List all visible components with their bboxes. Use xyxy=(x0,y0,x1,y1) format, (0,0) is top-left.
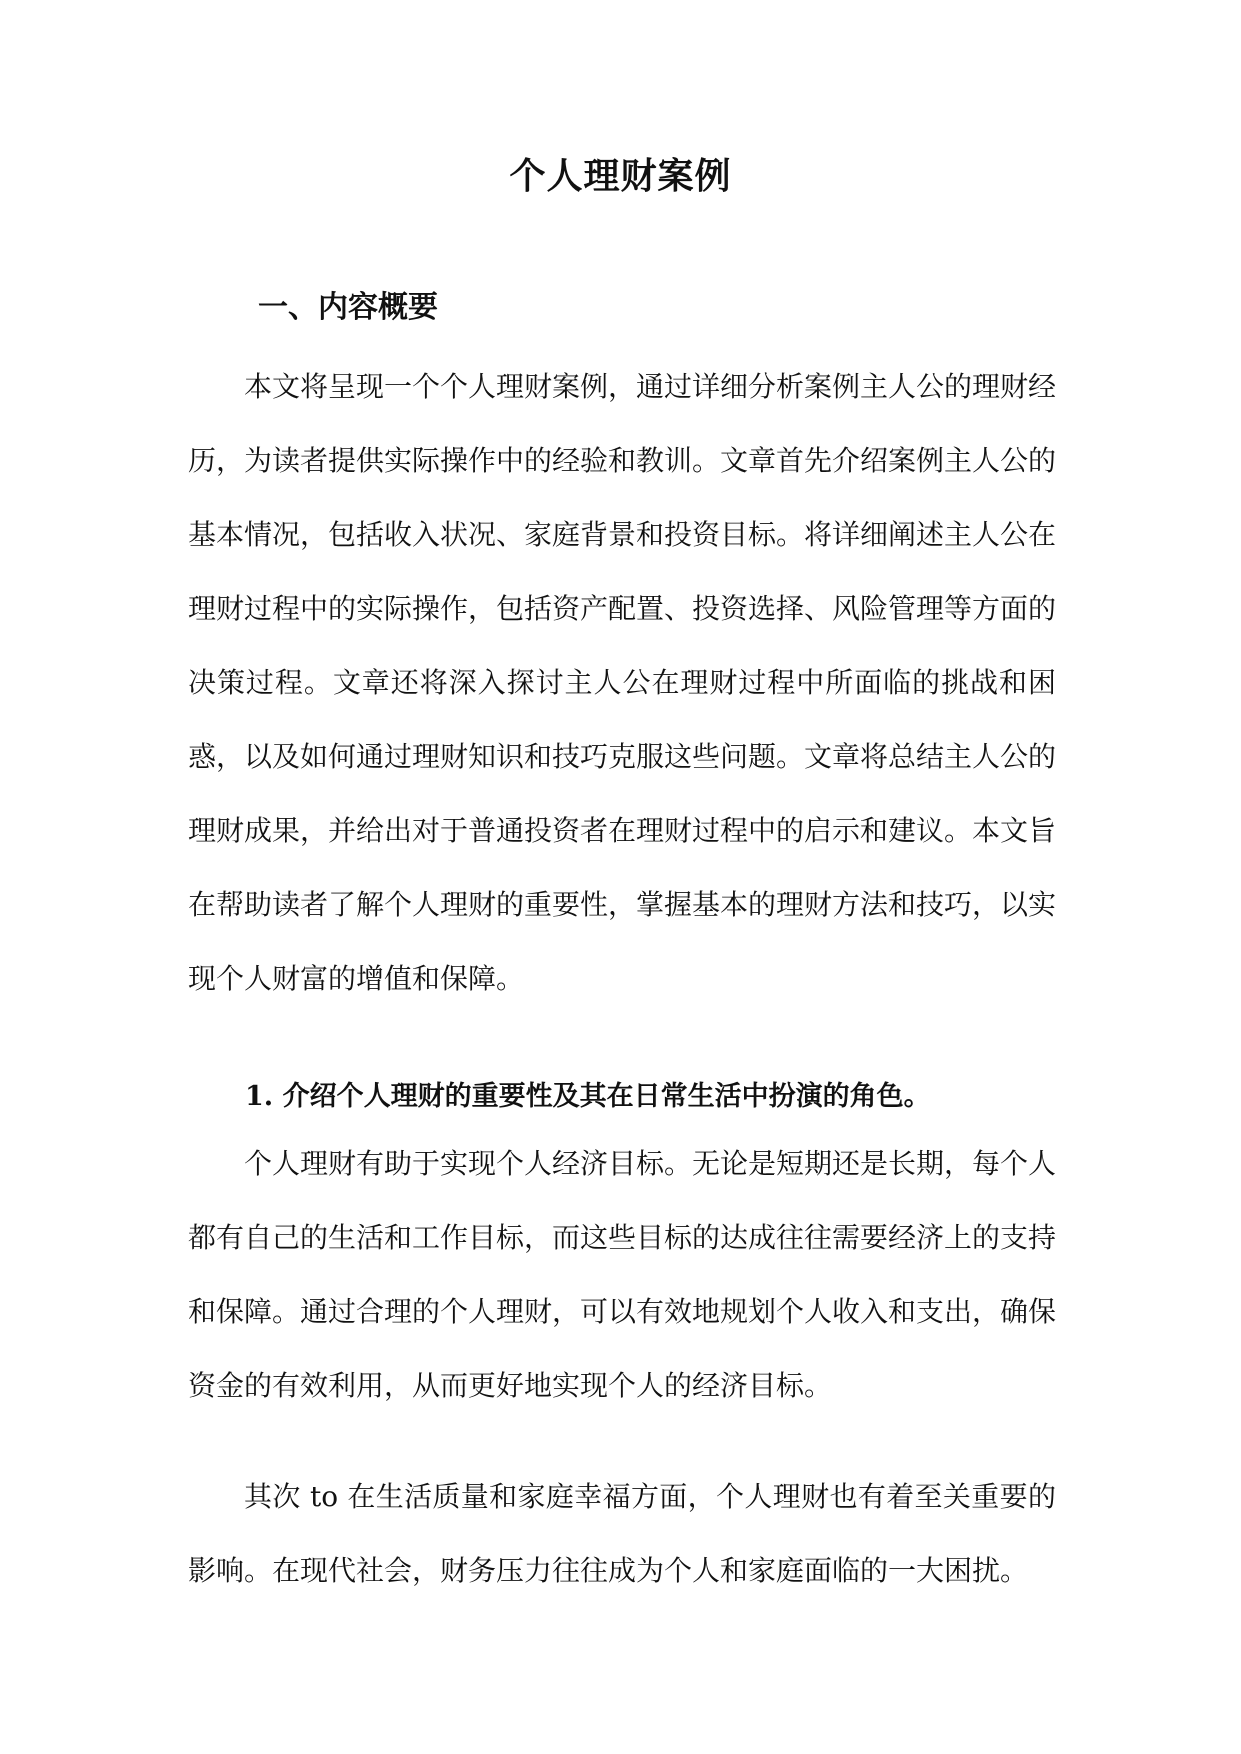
body-paragraph: 其次 to 在生活质量和家庭幸福方面，个人理财也有着至关重要的影响。在现代社会，财务压力往往成为个人和家庭面临的一大困扰。 xyxy=(188,1480,1056,1587)
document-title: 个人理财案例 xyxy=(509,155,732,197)
summary-paragraph: 本文将呈现一个个人理财案例，通过详细分析案例主人公的理财经历，为读者提供实际操作中的经验和教训。文章首先介绍案例主人公的基本情况，包括收入状况、家庭背景和投资目标。将详细阐述主人公在理财过程中的实际操作，包括资产配置、投资选择、风险管理等方面的决策过程。文章还将深入探讨主人公在理财过程中所面临的挑战和困惑，以及如何通过理财知识和技巧克服这些问题。文章将总结主人公的理财成果，并给出对于普通投资者在理财过程中的启示和建议。本文旨在帮助读者了解个人理财的重要性，掌握基本的理财方法和技巧，以实现个人财富的增值和保障。 xyxy=(188,370,1057,995)
body-paragraph: 个人理财有助于实现个人经济目标。无论是短期还是长期，每个人都有自己的生活和工作目标，而这些目标的达成往往需要经济上的支持和保障。通过合理的个人理财，可以有效地规划个人收入和支出，确保资金的有效利用，从而更好地实现个人的经济目标。 xyxy=(188,1147,1057,1402)
section-heading-summary: 一、内容概要 xyxy=(258,290,438,325)
subsection-heading-importance: 1. 介绍个人理财的重要性及其在日常生活中扮演的角色。 xyxy=(245,1081,931,1112)
